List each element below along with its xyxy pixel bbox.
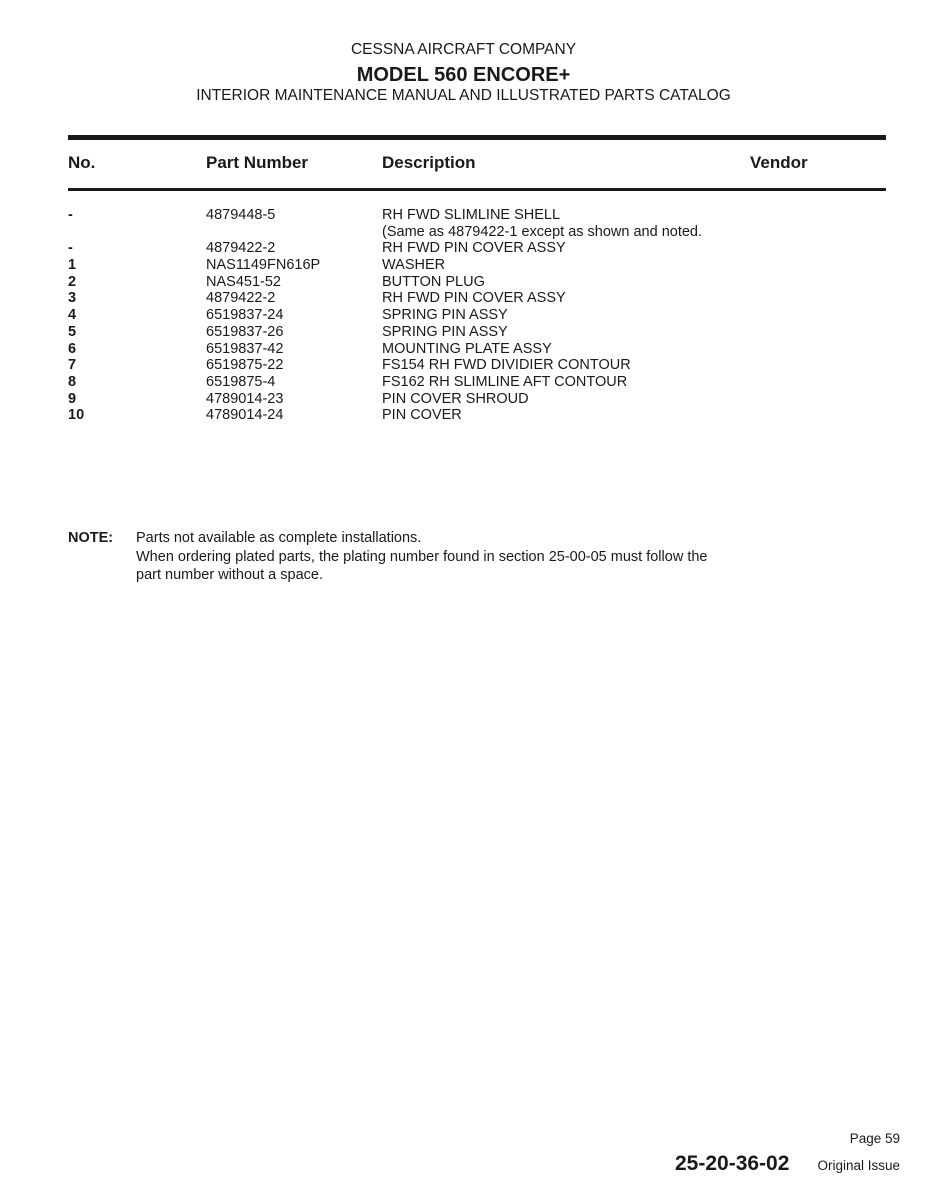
parts-row xyxy=(68,274,886,291)
part-number: 6519837-24 xyxy=(206,307,284,324)
part-description: SPRING PIN ASSY xyxy=(382,323,508,340)
parts-row xyxy=(68,324,886,341)
item-number: 5 xyxy=(68,323,77,340)
part-description: BUTTON PLUG xyxy=(382,273,485,290)
part-description: FS162 RH SLIMLINE AFT CONTOUR xyxy=(382,373,628,390)
parts-row xyxy=(68,290,886,307)
part-description: PIN COVER xyxy=(382,407,462,424)
part-number: 4789014-24 xyxy=(206,407,284,424)
item-number: 10 xyxy=(68,407,85,424)
part-number: 4879422-2 xyxy=(206,290,276,307)
part-description: RH FWD PIN COVER ASSY xyxy=(382,240,566,257)
parts-row xyxy=(68,257,886,274)
part-number: 6519875-22 xyxy=(206,357,284,374)
issue-status: Original Issue xyxy=(817,1158,900,1173)
note-body xyxy=(136,529,776,585)
column-header-rule xyxy=(68,188,886,191)
item-number: 3 xyxy=(68,290,77,307)
parts-row xyxy=(68,357,886,374)
item-number: 9 xyxy=(68,390,77,407)
part-number: 4879422-2 xyxy=(206,240,276,257)
part-description: FS154 RH FWD DIVIDIER CONTOUR xyxy=(382,357,631,374)
part-number: 4789014-23 xyxy=(206,390,284,407)
part-description: RH FWD SLIMLINE SHELL xyxy=(382,207,561,223)
item-number: 6 xyxy=(68,340,77,357)
item-number: 4 xyxy=(68,307,77,324)
part-description: WASHER xyxy=(382,257,446,274)
top-rule xyxy=(68,135,886,140)
item-number: - xyxy=(68,207,73,223)
header-model: MODEL 560 ENCORE+ xyxy=(356,64,571,86)
part-description: RH FWD PIN COVER ASSY xyxy=(382,290,566,307)
item-number: 1 xyxy=(68,257,77,274)
note-line: part number without a space. xyxy=(136,567,323,583)
column-header-no: No. xyxy=(68,153,96,172)
part-number: 6519837-26 xyxy=(206,323,284,340)
header-manual-title: INTERIOR MAINTENANCE MANUAL AND ILLUSTRATED PARTS CATALOG xyxy=(196,87,731,104)
note-line: When ordering plated parts, the plating number found in section 25-00-05 must follow the xyxy=(136,548,708,565)
item-number: 2 xyxy=(68,273,77,290)
column-header-description: Description xyxy=(382,153,476,172)
part-number: NAS1149FN616P xyxy=(206,257,321,274)
part-number: NAS451-52 xyxy=(206,273,281,290)
item-number: 7 xyxy=(68,357,77,374)
item-number: - xyxy=(68,240,73,257)
part-description: PIN COVER SHROUD xyxy=(382,390,529,407)
column-header-vendor: Vendor xyxy=(750,153,808,172)
section-number: 25-20-36-02 xyxy=(675,1152,790,1175)
header-company: CESSNA AIRCRAFT COMPANY xyxy=(350,41,577,58)
parts-list xyxy=(68,207,886,424)
parts-row xyxy=(68,207,886,224)
column-header-part-number: Part Number xyxy=(206,153,309,172)
note-line: Parts not available as complete installations. xyxy=(136,530,422,546)
parts-row xyxy=(68,341,886,358)
part-number: 4879448-5 xyxy=(206,207,276,223)
part-description: MOUNTING PLATE ASSY xyxy=(382,340,552,357)
parts-row xyxy=(68,407,886,424)
item-number: 8 xyxy=(68,373,77,390)
parts-row xyxy=(68,307,886,324)
parts-row xyxy=(68,224,886,241)
parts-row xyxy=(68,240,886,257)
note-label: NOTE: xyxy=(68,530,114,546)
part-description: SPRING PIN ASSY xyxy=(382,307,508,324)
part-number: 6519837-42 xyxy=(206,340,284,357)
part-number: 6519875-4 xyxy=(206,373,276,390)
page-number: Page 59 xyxy=(849,1131,900,1146)
parts-row xyxy=(68,374,886,391)
part-description: (Same as 4879422-1 except as shown and noted. xyxy=(382,223,703,240)
parts-row xyxy=(68,391,886,408)
